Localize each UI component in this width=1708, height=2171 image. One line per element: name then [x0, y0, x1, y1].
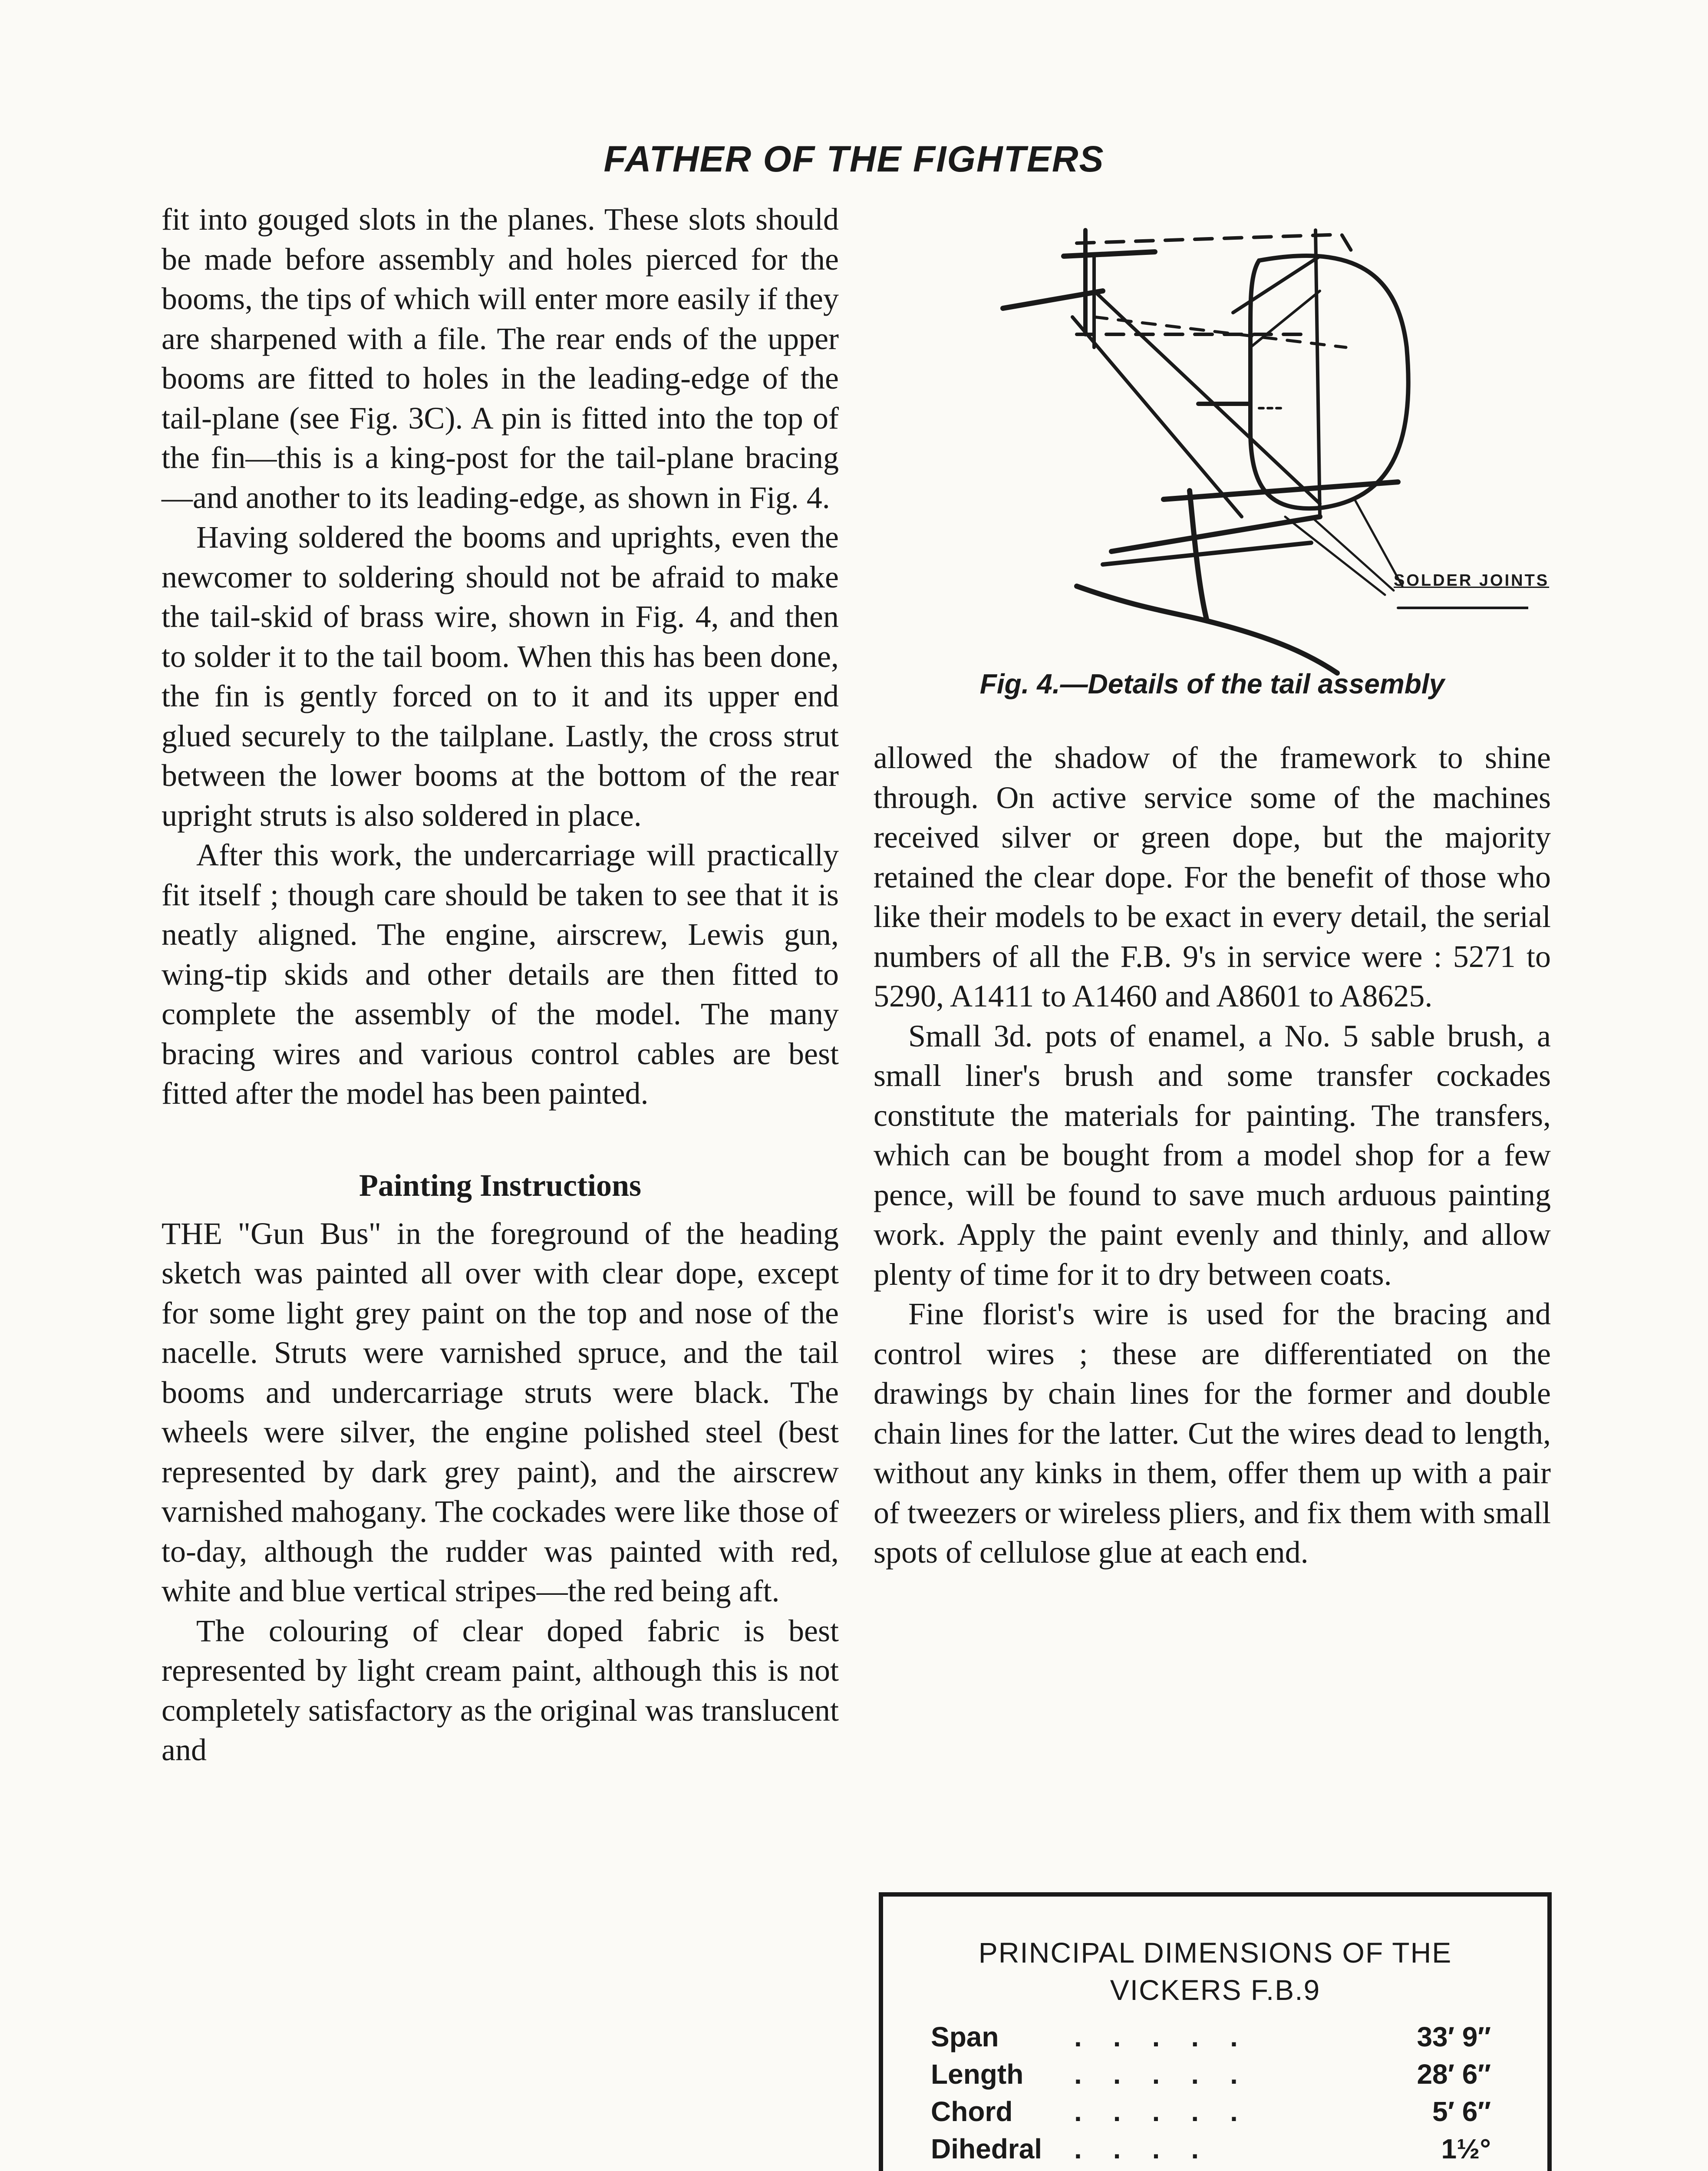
dimension-label: Chord	[931, 2096, 1013, 2127]
dot-leader: ....	[1074, 2133, 1230, 2164]
dimensions-row	[931, 2133, 1491, 2170]
dimensions-row	[931, 2095, 1491, 2133]
running-head: FATHER OF THE FIGHTERS	[603, 139, 1105, 179]
dimensions-box	[879, 1892, 1552, 2171]
dimension-label: Length	[931, 2059, 1024, 2090]
dot-leader: .....	[1074, 2096, 1269, 2127]
paragraph: Having soldered the booms and uprights, even the newcomer to soldering should not be afraid to make the tail-skid of brass wire, shown in Fig. 4, and then to solder it to the tail boom. When this has been done, the fin is gently forced on to it and its upper end glued securely to the tailplane. Lastly, the cross strut between the lower booms at the bottom of the rear upright struts is also soldered in place.	[162, 520, 839, 833]
paragraph: THE "Gun Bus" in the foreground of the heading sketch was painted all over with clear dope, except for some light grey paint on the top and nose of the nacelle. Struts were varnished spruce, and the tail booms and undercarriage struts were black. The wheels were silver, the engine polished steel (best represented by dark grey paint), and the airscrew varnished mahogany. The cockades were like those of to-day, although the rudder was painted with red, white and blue vertical stripes—the red being aft.	[162, 1216, 839, 1608]
dimension-value: 33′ 9″	[1417, 2021, 1491, 2052]
dimension-value: 28′ 6″	[1417, 2059, 1491, 2090]
dot-leader: .....	[1074, 2021, 1269, 2052]
dimension-label: Dihedral	[931, 2133, 1042, 2164]
tail-assembly-figure	[929, 204, 1528, 682]
left-column	[162, 200, 839, 1770]
dimensions-title-line: VICKERS F.B.9	[1110, 1974, 1321, 2006]
dimensions-row	[931, 2021, 1491, 2058]
dimension-label: Span	[931, 2021, 999, 2052]
dimensions-title-line: PRINCIPAL DIMENSIONS OF THE	[978, 1937, 1452, 1969]
figure-caption: Fig. 4.—Details of the tail assembly	[979, 668, 1445, 699]
paragraph: Fine florist's wire is used for the bracing and control wires ; these are differentiated on the drawings by chain lines for the former and double chain lines for the latter. Cut the wires dead to length, without any kinks in them, offer them up with a pair of tweezers or wireless pliers, and fix them with small spots of cellulose glue at each end.	[874, 1297, 1551, 1570]
paragraph: After this work, the undercarriage will practically fit itself ; though care should be taken to see that it is neatly aligned. The engine, airscrew, Lewis gun, wing-tip skids and other details are then fitted to complete the assembly of the model. The many bracing wires and various control cables are best fitted after the model has been painted.	[162, 838, 839, 1111]
paragraph: fit into gouged slots in the planes. These slots should be made before assembly and holes pierced for the booms, the tips of which will enter more easily if they are sharpened with a file. The rear ends of the upper booms are fitted to holes in the leading-edge of the tail-plane (see Fig. 3C). A pin is fitted into the top of the fin—this is a king-post for the tail-plane bracing—and another to its leading-edge, as shown in Fig. 4.	[162, 202, 839, 515]
tail-assembly-drawing	[929, 204, 1528, 682]
right-column	[874, 738, 1551, 1573]
dimension-value: 5′ 6″	[1432, 2096, 1491, 2127]
dimensions-title	[883, 1934, 1547, 2009]
paragraph: allowed the shadow of the framework to shine through. On active service some of the machines received silver or green dope, but the majority retained the clear dope. For the benefit of those who like their models to be exact in every detail, the serial numbers of all the F.B. 9's in service were : 5271 to 5290, A1411 to A1460 and A8601 to A8625.	[874, 740, 1551, 1013]
paragraph: The colouring of clear doped fabric is best represented by light cream paint, although this is not completely satisfactory as the original was translucent and	[162, 1613, 839, 1767]
dimensions-row	[931, 2058, 1491, 2095]
paragraph: Small 3d. pots of enamel, a No. 5 sable brush, a small liner's brush and some transfer cockades constitute the materials for painting. The transfers, which can be bought from a model shop for a few pence, will be found to save much arduous painting work. Apply the paint evenly and thinly, and allow plenty of time for it to dry between coats.	[874, 1018, 1551, 1292]
solder-joints-label: SOLDER JOINTS	[1394, 571, 1550, 590]
section-heading: Painting Instructions	[359, 1168, 642, 1203]
dot-leader: .....	[1074, 2059, 1269, 2090]
dimension-value: 1½°	[1441, 2133, 1491, 2164]
dimensions-table	[931, 2021, 1491, 2171]
